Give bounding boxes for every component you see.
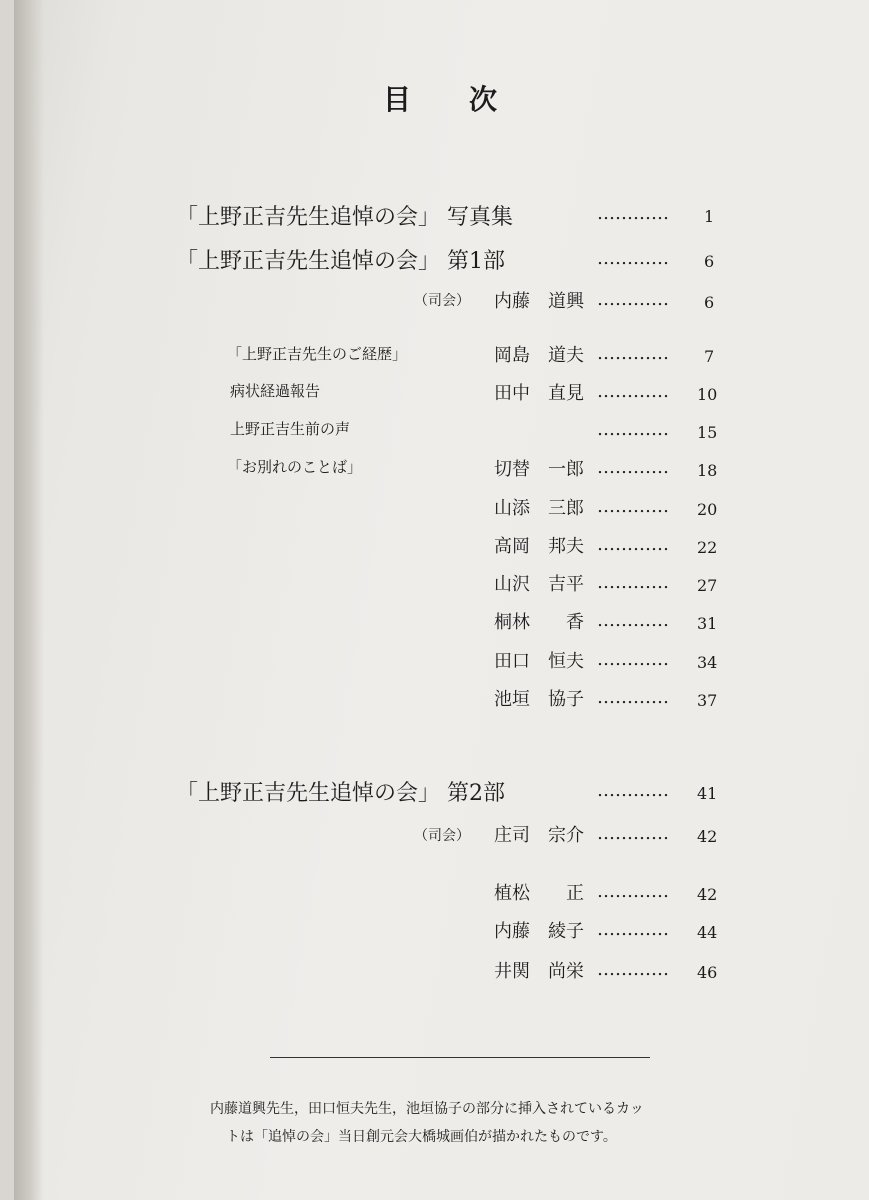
toc-part-photos-title: 「上野正吉先生追悼の会」 写真集 xyxy=(176,205,513,230)
toc-title: 目次 xyxy=(383,83,556,116)
toc-leader: ………… xyxy=(597,823,669,844)
toc-entry-name: 山添 三郎 xyxy=(494,498,584,519)
toc-entry-name: 田中 直見 xyxy=(494,383,584,404)
toc-host-name: 内藤 道興 xyxy=(494,291,584,312)
toc-entry-name: 井関 尚栄 xyxy=(494,961,584,982)
toc-leader: ………… xyxy=(597,203,669,224)
toc-leader: ………… xyxy=(597,959,669,980)
toc-entry-name: 山沢 吉平 xyxy=(494,574,584,595)
toc-part1-title: 「上野正吉先生追悼の会」 第1部 xyxy=(176,249,505,274)
toc-entry-name: 切替 一郎 xyxy=(494,459,584,480)
toc-leader: ………… xyxy=(597,534,669,555)
toc-page-number: 20 xyxy=(697,500,718,519)
toc-page-number: 44 xyxy=(697,923,718,942)
toc-entry-name: 田口 恒夫 xyxy=(494,651,584,672)
toc-entry-name: 桐林 香 xyxy=(494,612,584,633)
toc-entry-name: 池垣 協子 xyxy=(494,689,584,710)
toc-page-number: 41 xyxy=(697,784,718,803)
toc-page-number: 15 xyxy=(697,423,718,442)
toc-entry-topic: 「上野正吉先生のご経歴」 xyxy=(227,345,408,363)
footnote-divider xyxy=(270,1057,650,1058)
toc-page-number: 42 xyxy=(697,827,718,846)
toc-leader: ………… xyxy=(597,289,669,310)
toc-page-number: 18 xyxy=(697,461,718,480)
toc-page-number: 6 xyxy=(704,293,715,312)
toc-leader: ………… xyxy=(597,881,669,902)
toc-leader: ………… xyxy=(597,649,669,670)
footnote-line-2: トは「追悼の会」当日創元会大橋城画伯が描かれたものです。 xyxy=(226,1129,617,1145)
footnote-line-1: 内藤道興先生，田口恒夫先生，池垣協子の部分に挿入されているカッ xyxy=(210,1101,644,1117)
toc-page-number: 10 xyxy=(697,385,718,404)
book-page xyxy=(14,0,869,1200)
toc-leader: ………… xyxy=(597,687,669,708)
toc-leader: ………… xyxy=(597,457,669,478)
toc-entry-topic: 上野正吉生前の声 xyxy=(230,420,351,438)
toc-page-number: 6 xyxy=(704,252,715,271)
toc-page-number: 22 xyxy=(697,538,718,557)
toc-page-number: 37 xyxy=(697,691,718,710)
toc-entry-name: 高岡 邦夫 xyxy=(494,536,584,557)
toc-leader: ………… xyxy=(597,610,669,631)
toc-page-number: 46 xyxy=(697,963,718,982)
toc-host-name: 庄司 宗介 xyxy=(494,825,584,846)
toc-leader: ………… xyxy=(597,343,669,364)
toc-leader: ………… xyxy=(597,419,669,440)
toc-page-number: 42 xyxy=(697,885,718,904)
toc-leader: ………… xyxy=(597,919,669,940)
toc-entry-name: 植松 正 xyxy=(494,883,584,904)
toc-entry-topic: 病状経過報告 xyxy=(230,382,321,400)
toc-host-role: （司会） xyxy=(414,828,470,844)
toc-leader: ………… xyxy=(597,780,669,801)
toc-page-number: 27 xyxy=(697,576,718,595)
toc-host-role: （司会） xyxy=(414,293,470,309)
toc-page-number: 1 xyxy=(704,207,715,226)
toc-entry-name: 内藤 綾子 xyxy=(494,921,584,942)
toc-leader: ………… xyxy=(597,572,669,593)
toc-leader: ………… xyxy=(597,248,669,269)
toc-page-number: 31 xyxy=(697,614,718,633)
toc-leader: ………… xyxy=(597,496,669,517)
toc-page-number: 34 xyxy=(697,653,718,672)
toc-entry-name: 岡島 道夫 xyxy=(494,345,584,366)
toc-leader: ………… xyxy=(597,381,669,402)
toc-part2-title: 「上野正吉先生追悼の会」 第2部 xyxy=(176,781,505,806)
binding-shadow xyxy=(14,0,44,1200)
toc-entry-topic: 「お別れのことば」 xyxy=(227,458,363,476)
toc-page-number: 7 xyxy=(704,347,715,366)
